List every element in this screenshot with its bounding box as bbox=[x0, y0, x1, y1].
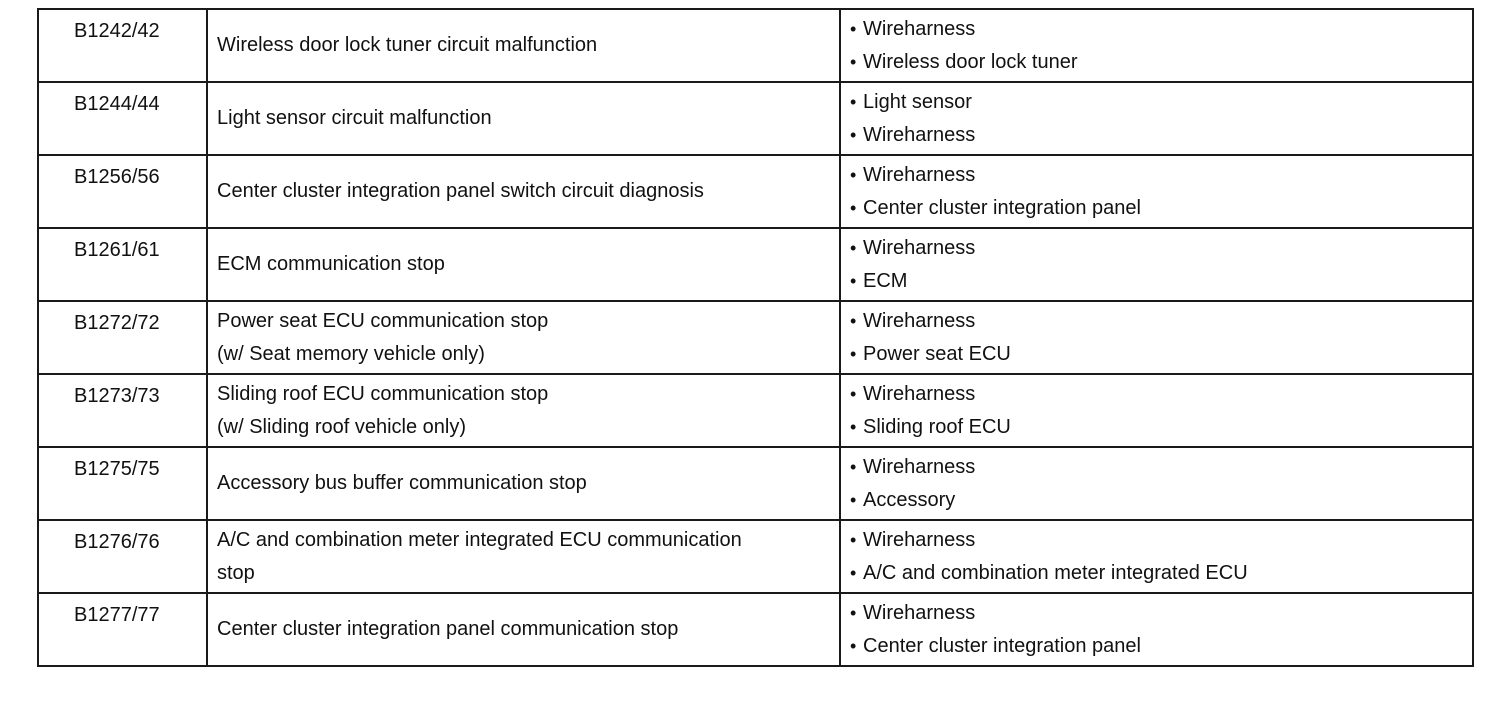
bullet-icon: • bbox=[850, 18, 857, 39]
trouble-area-cell bbox=[840, 374, 1473, 447]
trouble-area-text: Wireharness bbox=[863, 601, 976, 624]
table-row bbox=[38, 301, 1473, 374]
dtc-code-cell: B1244/44 bbox=[38, 82, 207, 155]
detection-item-cell bbox=[207, 9, 840, 82]
dtc-code-cell: B1273/73 bbox=[38, 374, 207, 447]
dtc-code-cell: B1272/72 bbox=[38, 301, 207, 374]
detection-item-text: Center cluster integration panel communication stop bbox=[217, 618, 679, 640]
table-row bbox=[38, 82, 1473, 155]
dtc-table bbox=[37, 8, 1474, 667]
detection-item-cell bbox=[207, 301, 840, 374]
dtc-code-cell: B1256/56 bbox=[38, 155, 207, 228]
trouble-area-text: ECM bbox=[863, 269, 908, 292]
detection-item-cell bbox=[207, 374, 840, 447]
trouble-area-item bbox=[850, 597, 1472, 630]
trouble-area-item bbox=[850, 119, 1472, 152]
bullet-icon: • bbox=[850, 237, 857, 258]
table-row bbox=[38, 447, 1473, 520]
trouble-area-text: Wireharness bbox=[863, 382, 976, 405]
detection-item-cell bbox=[207, 82, 840, 155]
bullet-icon: • bbox=[850, 383, 857, 404]
trouble-area-cell bbox=[840, 447, 1473, 520]
trouble-area-item bbox=[850, 630, 1472, 663]
detection-item-text: stop bbox=[217, 561, 255, 584]
detection-item-text: Power seat ECU communication stop bbox=[217, 309, 549, 332]
table-row bbox=[38, 155, 1473, 228]
table-row bbox=[38, 228, 1473, 301]
trouble-area-cell bbox=[840, 82, 1473, 155]
dtc-code-cell: B1261/61 bbox=[38, 228, 207, 301]
dtc-code-cell: B1275/75 bbox=[38, 447, 207, 520]
trouble-area-cell bbox=[840, 155, 1473, 228]
dtc-code-cell: B1276/76 bbox=[38, 520, 207, 593]
bullet-icon: • bbox=[850, 51, 857, 72]
detection-item-cell bbox=[207, 228, 840, 301]
bullet-icon: • bbox=[850, 270, 857, 291]
trouble-area-text: Accessory bbox=[863, 488, 956, 511]
bullet-icon: • bbox=[850, 91, 857, 112]
table-row bbox=[38, 593, 1473, 666]
detection-item-cell bbox=[207, 447, 840, 520]
trouble-area-item bbox=[850, 46, 1472, 79]
trouble-area-item bbox=[850, 411, 1472, 444]
detection-item-cell bbox=[207, 593, 840, 666]
trouble-area-cell bbox=[840, 520, 1473, 593]
table-row bbox=[38, 520, 1473, 593]
trouble-area-text: Wireharness bbox=[863, 163, 976, 186]
trouble-area-text: Wireharness bbox=[863, 455, 976, 478]
dtc-code-cell: B1242/42 bbox=[38, 9, 207, 82]
bullet-icon: • bbox=[850, 562, 857, 583]
trouble-area-text: Center cluster integration panel bbox=[863, 196, 1141, 219]
table-row bbox=[38, 374, 1473, 447]
bullet-icon: • bbox=[850, 602, 857, 623]
trouble-area-item bbox=[850, 232, 1472, 265]
trouble-area-item bbox=[850, 159, 1472, 192]
trouble-area-cell bbox=[840, 9, 1473, 82]
trouble-area-cell bbox=[840, 228, 1473, 301]
bullet-icon: • bbox=[850, 310, 857, 331]
detection-item-cell bbox=[207, 520, 840, 593]
trouble-area-text: A/C and combination meter integrated ECU bbox=[863, 561, 1248, 584]
detection-item-text: ECM communication stop bbox=[217, 253, 445, 275]
detection-item-text: Accessory bus buffer communication stop bbox=[217, 472, 587, 494]
trouble-area-item bbox=[850, 378, 1472, 411]
dtc-code-cell: B1277/77 bbox=[38, 593, 207, 666]
trouble-area-item bbox=[850, 557, 1472, 590]
trouble-area-cell bbox=[840, 301, 1473, 374]
bullet-icon: • bbox=[850, 529, 857, 550]
detection-item-text: (w/ Sliding roof vehicle only) bbox=[217, 415, 466, 438]
bullet-icon: • bbox=[850, 416, 857, 437]
bullet-icon: • bbox=[850, 164, 857, 185]
trouble-area-text: Wireharness bbox=[863, 236, 976, 259]
trouble-area-cell bbox=[840, 593, 1473, 666]
trouble-area-text: Sliding roof ECU bbox=[863, 415, 1011, 438]
trouble-area-text: Power seat ECU bbox=[863, 342, 1011, 365]
trouble-area-item bbox=[850, 192, 1472, 225]
trouble-area-item bbox=[850, 86, 1472, 119]
trouble-area-text: Wireharness bbox=[863, 17, 976, 40]
detection-item-text: Center cluster integration panel switch circuit diagnosis bbox=[217, 180, 704, 202]
trouble-area-item bbox=[850, 265, 1472, 298]
dtc-table-body bbox=[38, 9, 1473, 666]
bullet-icon: • bbox=[850, 456, 857, 477]
trouble-area-item bbox=[850, 451, 1472, 484]
detection-item-text: (w/ Seat memory vehicle only) bbox=[217, 342, 485, 365]
detection-item-text: Sliding roof ECU communication stop bbox=[217, 382, 549, 405]
table-row bbox=[38, 9, 1473, 82]
trouble-area-text: Wireharness bbox=[863, 123, 976, 146]
trouble-area-text: Wireless door lock tuner bbox=[863, 50, 1078, 73]
bullet-icon: • bbox=[850, 124, 857, 145]
bullet-icon: • bbox=[850, 197, 857, 218]
trouble-area-text: Wireharness bbox=[863, 309, 976, 332]
detection-item-text: A/C and combination meter integrated ECU communication bbox=[217, 528, 742, 551]
detection-item-cell bbox=[207, 155, 840, 228]
trouble-area-item bbox=[850, 524, 1472, 557]
bullet-icon: • bbox=[850, 635, 857, 656]
trouble-area-text: Wireharness bbox=[863, 528, 976, 551]
trouble-area-item bbox=[850, 338, 1472, 371]
trouble-area-text: Light sensor bbox=[863, 90, 972, 113]
trouble-area-text: Center cluster integration panel bbox=[863, 634, 1141, 657]
detection-item-text: Wireless door lock tuner circuit malfunction bbox=[217, 34, 598, 56]
detection-item-text: Light sensor circuit malfunction bbox=[217, 107, 492, 129]
bullet-icon: • bbox=[850, 489, 857, 510]
trouble-area-item bbox=[850, 13, 1472, 46]
trouble-area-item bbox=[850, 305, 1472, 338]
trouble-area-item bbox=[850, 484, 1472, 517]
bullet-icon: • bbox=[850, 343, 857, 364]
